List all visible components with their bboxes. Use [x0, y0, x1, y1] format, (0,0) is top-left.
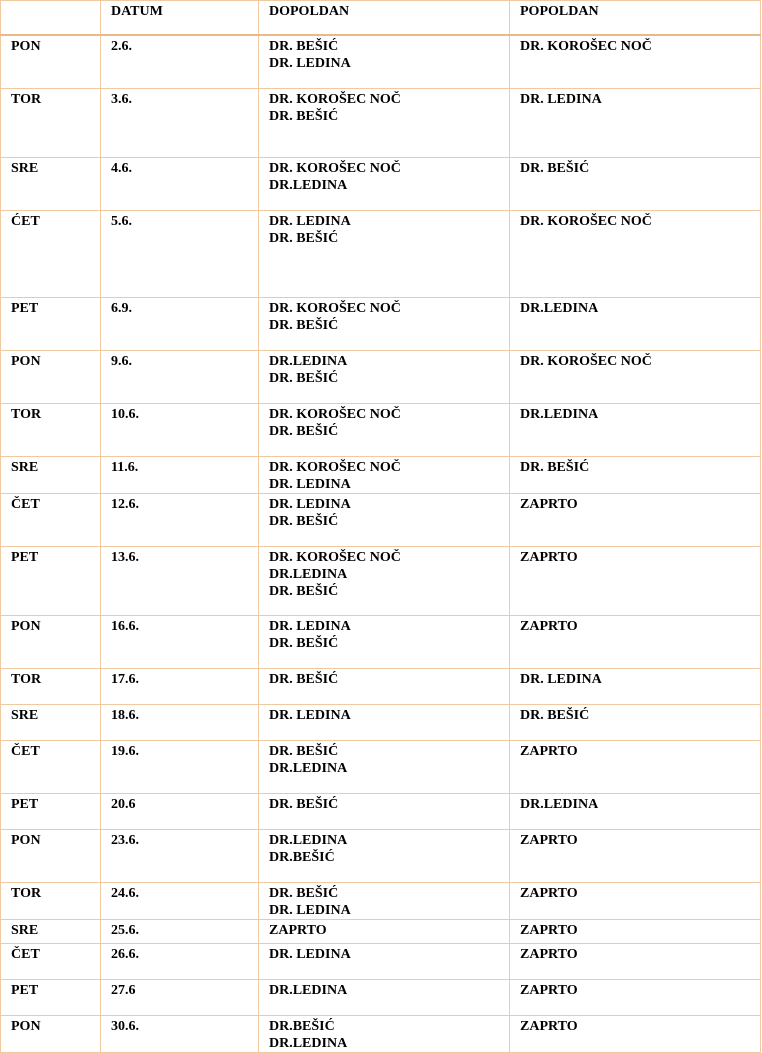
am-line: DR. BEŠIĆ — [269, 672, 339, 687]
pm-line: DR. BEŠIĆ — [520, 708, 590, 723]
am-line: DR. KOROŠEC NOČ — [269, 460, 401, 475]
am-line: DR. BEŠIĆ — [269, 744, 339, 759]
pm-cell — [510, 705, 761, 741]
day-cell: PET — [1, 794, 101, 830]
header-dopoldan: DOPOLDAN — [259, 1, 510, 36]
am-line: DR. KOROŠEC NOČ — [269, 550, 401, 565]
day-cell: PET — [1, 547, 101, 616]
am-cell — [259, 457, 510, 494]
am-line: DR. LEDINA — [269, 947, 351, 962]
am-line: DR. BEŠIĆ — [269, 636, 339, 651]
am-line: DR.LEDINA — [269, 178, 348, 193]
pm-line: DR.LEDINA — [520, 407, 599, 422]
day-cell: ČET — [1, 494, 101, 547]
day-cell: TOR — [1, 669, 101, 705]
date-cell: 10.6. — [101, 404, 259, 457]
table-row — [1, 616, 761, 669]
pm-cell — [510, 351, 761, 404]
pm-line: ZAPRTO — [520, 886, 578, 901]
day-cell: ĆET — [1, 211, 101, 298]
day-cell: PET — [1, 980, 101, 1016]
am-cell — [259, 89, 510, 158]
date-cell: 5.6. — [101, 211, 259, 298]
table-row — [1, 211, 761, 298]
day-cell: PON — [1, 830, 101, 883]
pm-cell — [510, 494, 761, 547]
table-row — [1, 457, 761, 494]
am-line: DR. LEDINA — [269, 497, 351, 512]
pm-cell — [510, 457, 761, 494]
pm-line: ZAPRTO — [520, 550, 578, 565]
pm-line: DR. KOROŠEC NOČ — [520, 39, 652, 54]
date-cell: 6.9. — [101, 298, 259, 351]
date-cell: 12.6. — [101, 494, 259, 547]
am-line: DR.BEŠIĆ — [269, 1019, 335, 1034]
pm-line: DR. BEŠIĆ — [520, 460, 590, 475]
pm-line: ZAPRTO — [520, 947, 578, 962]
date-cell: 11.6. — [101, 457, 259, 494]
pm-cell — [510, 158, 761, 211]
am-line: DR. KOROŠEC NOČ — [269, 301, 401, 316]
am-cell — [259, 298, 510, 351]
pm-line: DR. LEDINA — [520, 672, 602, 687]
pm-cell — [510, 741, 761, 794]
day-cell: PON — [1, 616, 101, 669]
table-row — [1, 794, 761, 830]
day-cell: SRE — [1, 920, 101, 944]
pm-cell — [510, 89, 761, 158]
table-row — [1, 741, 761, 794]
table-row — [1, 158, 761, 211]
am-line: DR. BEŠIĆ — [269, 424, 339, 439]
am-line: DR. BEŠIĆ — [269, 886, 339, 901]
table-row — [1, 705, 761, 741]
table-row — [1, 669, 761, 705]
pm-cell — [510, 669, 761, 705]
am-cell — [259, 741, 510, 794]
header-datum: DATUM — [101, 1, 259, 36]
date-cell: 4.6. — [101, 158, 259, 211]
date-cell: 3.6. — [101, 89, 259, 158]
pm-line: ZAPRTO — [520, 1019, 578, 1034]
day-cell: ČET — [1, 944, 101, 980]
date-cell: 23.6. — [101, 830, 259, 883]
table-row — [1, 920, 761, 944]
day-cell: TOR — [1, 404, 101, 457]
pm-cell — [510, 920, 761, 944]
am-line: DR.BEŠIĆ — [269, 850, 335, 865]
am-cell — [259, 158, 510, 211]
am-cell — [259, 35, 510, 89]
date-cell: 30.6. — [101, 1016, 259, 1053]
am-line: DR. KOROŠEC NOČ — [269, 161, 401, 176]
pm-line: ZAPRTO — [520, 744, 578, 759]
pm-line: DR. LEDINA — [520, 92, 602, 107]
am-line: DR. LEDINA — [269, 214, 351, 229]
pm-line: ZAPRTO — [520, 983, 578, 998]
pm-line: DR. KOROŠEC NOČ — [520, 354, 652, 369]
am-line: ZAPRTO — [269, 923, 327, 938]
table-row — [1, 980, 761, 1016]
am-cell — [259, 883, 510, 920]
date-cell: 17.6. — [101, 669, 259, 705]
pm-line: ZAPRTO — [520, 497, 578, 512]
am-cell — [259, 351, 510, 404]
pm-cell — [510, 211, 761, 298]
pm-line: ZAPRTO — [520, 923, 578, 938]
am-cell — [259, 1016, 510, 1053]
am-cell — [259, 830, 510, 883]
date-cell: 24.6. — [101, 883, 259, 920]
am-cell — [259, 404, 510, 457]
day-cell: PET — [1, 298, 101, 351]
day-cell: SRE — [1, 158, 101, 211]
am-cell — [259, 211, 510, 298]
pm-line: DR. BEŠIĆ — [520, 161, 590, 176]
date-cell: 20.6 — [101, 794, 259, 830]
am-cell — [259, 794, 510, 830]
pm-cell — [510, 547, 761, 616]
table-row — [1, 35, 761, 89]
day-cell: PON — [1, 35, 101, 89]
am-line: DR.LEDINA — [269, 354, 348, 369]
pm-cell — [510, 35, 761, 89]
pm-cell — [510, 404, 761, 457]
am-line: DR. BEŠIĆ — [269, 371, 339, 386]
am-line: DR. BEŠIĆ — [269, 584, 339, 599]
day-cell: PON — [1, 1016, 101, 1053]
am-cell — [259, 980, 510, 1016]
am-line: DR. LEDINA — [269, 56, 351, 71]
date-cell: 2.6. — [101, 35, 259, 89]
table-row — [1, 351, 761, 404]
am-line: DR.LEDINA — [269, 833, 348, 848]
table-row — [1, 298, 761, 351]
am-line: DR. KOROŠEC NOČ — [269, 92, 401, 107]
pm-line: DR.LEDINA — [520, 797, 599, 812]
date-cell: 25.6. — [101, 920, 259, 944]
am-line: DR. BEŠIĆ — [269, 39, 339, 54]
table-row — [1, 1016, 761, 1053]
pm-cell — [510, 944, 761, 980]
am-cell — [259, 705, 510, 741]
table-row — [1, 494, 761, 547]
am-line: DR. LEDINA — [269, 708, 351, 723]
day-cell: PON — [1, 351, 101, 404]
pm-cell — [510, 980, 761, 1016]
header-day — [1, 1, 101, 36]
am-cell — [259, 616, 510, 669]
am-line: DR.LEDINA — [269, 761, 348, 776]
table-row — [1, 944, 761, 980]
table-row — [1, 883, 761, 920]
am-line: DR. LEDINA — [269, 477, 351, 492]
day-cell: TOR — [1, 89, 101, 158]
am-cell — [259, 547, 510, 616]
pm-cell — [510, 794, 761, 830]
date-cell: 16.6. — [101, 616, 259, 669]
am-line: DR.LEDINA — [269, 1036, 348, 1051]
pm-line: ZAPRTO — [520, 833, 578, 848]
table-row — [1, 89, 761, 158]
table-row — [1, 404, 761, 457]
am-line: DR. BEŠIĆ — [269, 318, 339, 333]
am-cell — [259, 494, 510, 547]
table-row — [1, 830, 761, 883]
am-line: DR. BEŠIĆ — [269, 514, 339, 529]
date-cell: 19.6. — [101, 741, 259, 794]
am-line: DR.LEDINA — [269, 567, 348, 582]
pm-cell — [510, 1016, 761, 1053]
am-line: DR.LEDINA — [269, 983, 348, 998]
pm-cell — [510, 298, 761, 351]
am-line: DR. BEŠIĆ — [269, 797, 339, 812]
pm-cell — [510, 616, 761, 669]
date-cell: 9.6. — [101, 351, 259, 404]
date-cell: 13.6. — [101, 547, 259, 616]
table-row — [1, 547, 761, 616]
day-cell: SRE — [1, 457, 101, 494]
date-cell: 27.6 — [101, 980, 259, 1016]
date-cell: 18.6. — [101, 705, 259, 741]
table-header-row — [1, 1, 761, 36]
am-line: DR. LEDINA — [269, 619, 351, 634]
am-line: DR. LEDINA — [269, 903, 351, 918]
am-line: DR. BEŠIĆ — [269, 109, 339, 124]
pm-line: DR.LEDINA — [520, 301, 599, 316]
am-cell — [259, 920, 510, 944]
header-popoldan: POPOLDAN — [510, 1, 761, 36]
date-cell: 26.6. — [101, 944, 259, 980]
am-line: DR. KOROŠEC NOČ — [269, 407, 401, 422]
day-cell: TOR — [1, 883, 101, 920]
am-line: DR. BEŠIĆ — [269, 231, 339, 246]
day-cell: SRE — [1, 705, 101, 741]
pm-line: ZAPRTO — [520, 619, 578, 634]
pm-cell — [510, 830, 761, 883]
am-cell — [259, 944, 510, 980]
am-cell — [259, 669, 510, 705]
day-cell: ČET — [1, 741, 101, 794]
pm-line: DR. KOROŠEC NOČ — [520, 214, 652, 229]
pm-cell — [510, 883, 761, 920]
